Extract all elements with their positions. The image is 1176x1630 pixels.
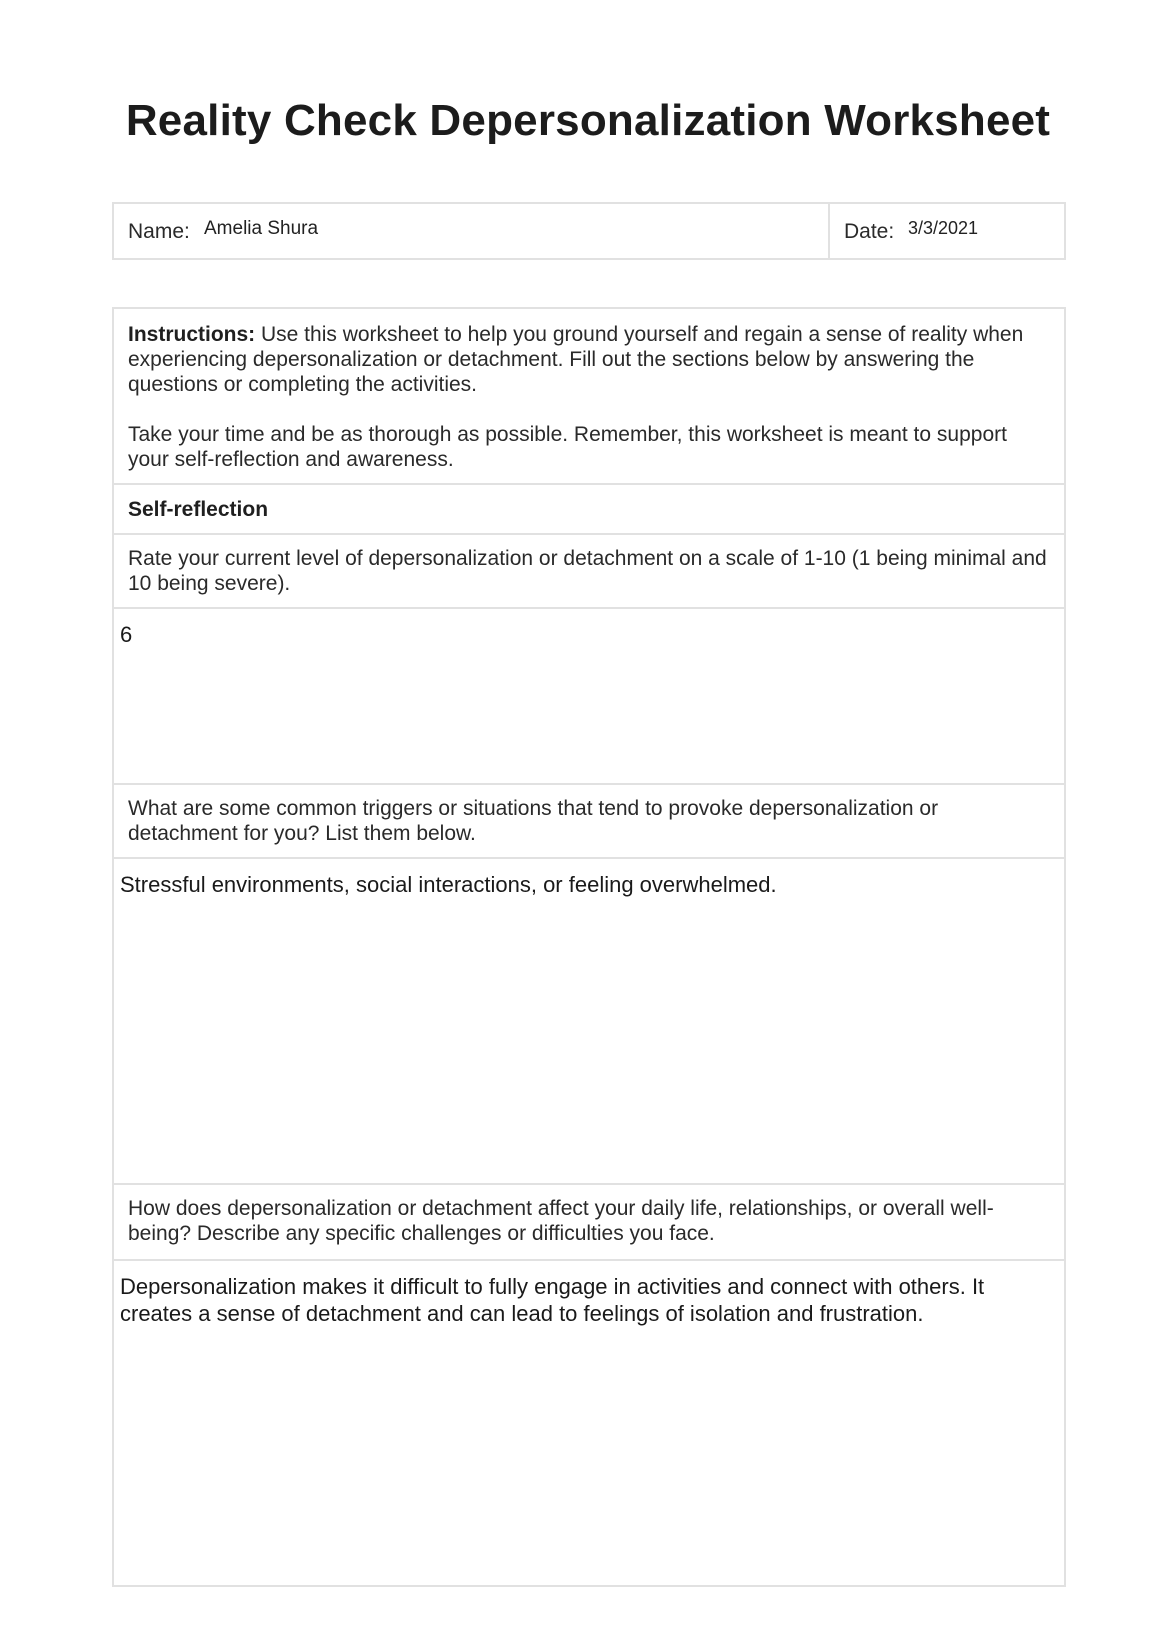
section-title: Self-reflection [114,485,1064,535]
question-1-prompt: Rate your current level of depersonalization or detachment on a scale of 1-10 (1 being minimal and 10 being severe). [114,535,1064,609]
date-label: Date: [844,220,895,243]
name-cell [114,204,830,258]
date-field[interactable]: 3/3/2021 [908,218,979,238]
header-table [112,202,1066,260]
instructions-box [114,309,1064,485]
question-3-answer[interactable]: Depersonalization makes it difficult to fully engage in activities and connect with others. It creates a sense of detachment and can lead to feelings of isolation and frustration. [120,1274,985,1326]
question-1-answer[interactable]: 6 [114,609,1064,785]
name-field[interactable]: Amelia Shura [204,218,319,239]
date-cell [830,204,1064,258]
question-2-answer[interactable]: Stressful environments, social interactions, or feeling overwhelmed. [114,859,1064,1185]
question-3-prompt: How does depersonalization or detachment affect your daily life, relationships, or overall well-being? Describe any specific challenges or difficulties you face. [114,1185,1064,1261]
instructions-text-2: Take your time and be as thorough as possible. Remember, this worksheet is meant to support your self-reflection and awareness. [128,423,1007,471]
name-label: Name: [128,220,190,243]
worksheet-table [112,307,1066,1587]
instructions-paragraph-1 [128,322,1050,397]
instructions-text-1: Use this worksheet to help you ground yourself and regain a sense of reality when experiencing depersonalization or detachment. Fill out the sections below by answering the questions or completing the activities. [128,323,1024,396]
question-2-prompt: What are some common triggers or situations that tend to provoke depersonalization or detachment for you? List them below. [114,785,1064,859]
instructions-label: Instructions: [128,323,256,346]
page-title: Reality Check Depersonalization Worksheet [125,96,1051,145]
